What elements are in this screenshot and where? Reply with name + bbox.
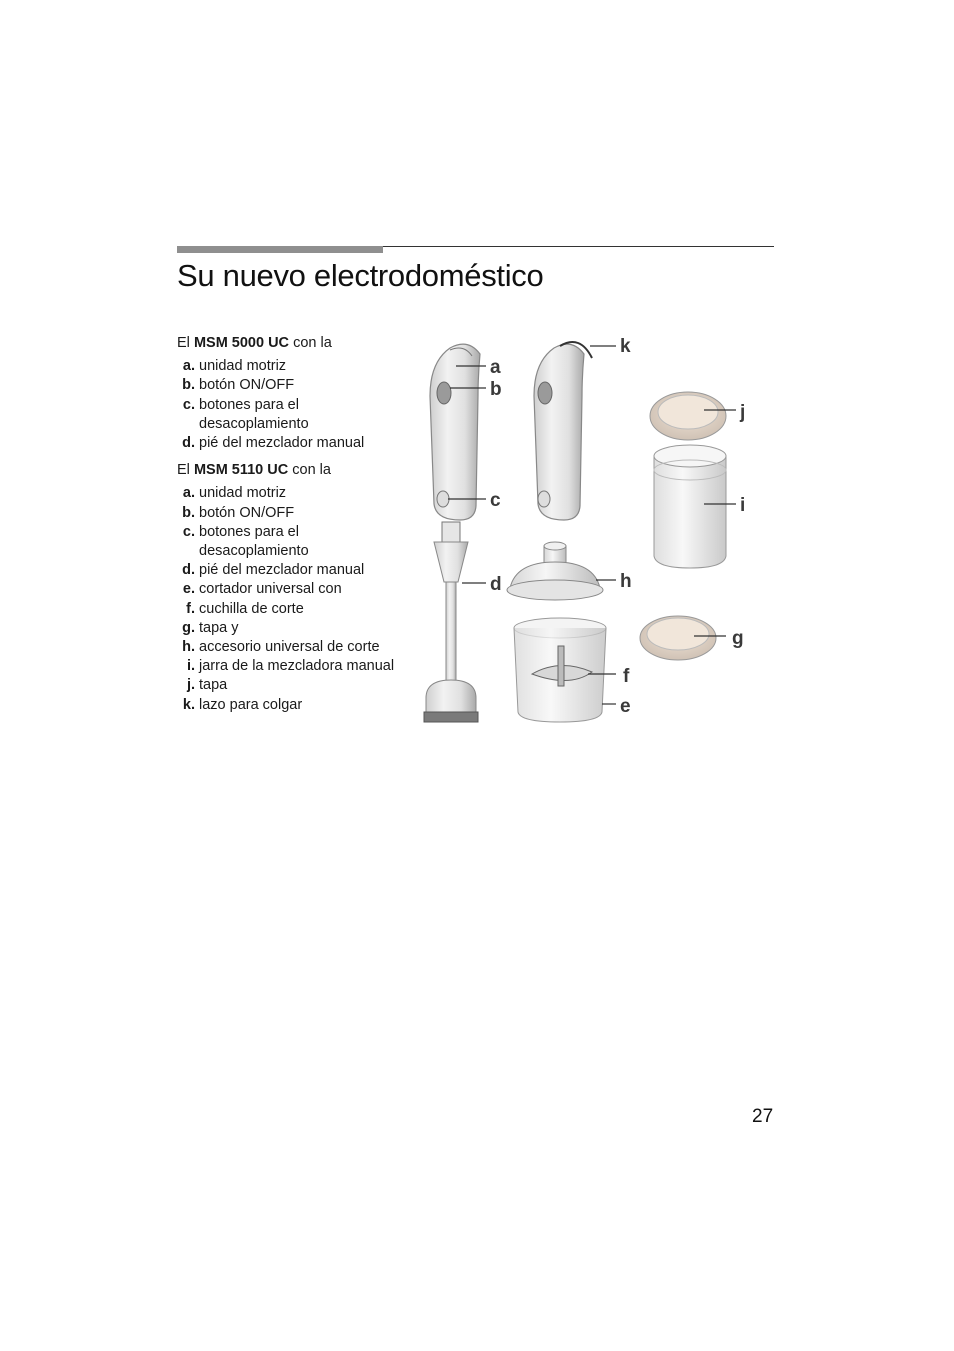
label-e: e [620, 696, 631, 717]
list-item [177, 657, 397, 676]
label-c: c [490, 490, 501, 511]
list-item [177, 696, 397, 715]
list-item [177, 600, 397, 619]
on-off-button [437, 382, 451, 404]
item-text: jarra de la mezcladora manual [199, 658, 395, 675]
list-item [177, 523, 397, 561]
page-title: Su nuevo electrodoméstico [177, 258, 544, 293]
item-text: pié del mezclador manual [199, 435, 365, 452]
model-heading [177, 461, 397, 480]
item-text: unidad motriz [199, 358, 287, 375]
list-item [177, 357, 397, 376]
model-prefix: El [177, 462, 190, 479]
label-g: g [732, 628, 744, 649]
model-heading [177, 334, 397, 353]
jug-lid [650, 392, 726, 440]
blender-foot [424, 522, 478, 722]
label-k: k [620, 336, 631, 357]
item-key: g. [182, 619, 195, 636]
item-text: botones para el desacoplamiento [199, 523, 309, 560]
model-name: MSM 5000 UC [193, 335, 290, 351]
model-suffix: con la [292, 462, 331, 479]
list-item [177, 376, 397, 395]
part-list [177, 357, 397, 453]
list-item [177, 676, 397, 695]
page-number: 27 [752, 1106, 774, 1127]
item-text: botón ON/OFF [199, 377, 295, 394]
list-item [177, 504, 397, 523]
item-text: pié del mezclador manual [199, 562, 365, 579]
item-key: b. [182, 377, 195, 394]
item-text: botón ON/OFF [199, 504, 295, 521]
chopper-lid [507, 542, 603, 600]
label-a: a [490, 357, 501, 378]
list-item [177, 396, 397, 434]
item-key: i. [186, 658, 195, 675]
item-text: unidad motriz [199, 485, 287, 502]
item-key: a. [182, 485, 195, 502]
header-accent-bar [177, 246, 383, 253]
motor-unit-right [534, 342, 592, 520]
label-f: f [623, 666, 630, 687]
item-key: e. [182, 581, 195, 598]
chopper-bowl [514, 618, 606, 722]
item-key: k. [182, 696, 195, 713]
model-suffix: con la [293, 335, 332, 351]
item-text: tapa [199, 677, 228, 694]
appliance-illustration [420, 336, 756, 730]
item-key: b. [182, 504, 195, 521]
item-key: c. [182, 523, 195, 540]
label-h: h [620, 571, 632, 592]
list-item [177, 561, 397, 580]
parts-list [177, 334, 397, 723]
list-item [177, 580, 397, 599]
item-text: botones para el desacoplamiento [199, 396, 309, 432]
item-text: cuchilla de corte [199, 600, 304, 617]
model-name: MSM 5110 UC [193, 462, 289, 479]
item-key: j. [186, 677, 195, 694]
label-d: d [490, 574, 502, 595]
label-i: i [740, 495, 746, 516]
motor-unit-left [430, 344, 480, 520]
label-b: b [490, 379, 502, 400]
release-button [437, 491, 449, 507]
item-text: tapa y [199, 619, 239, 636]
on-off-button [538, 382, 552, 404]
item-key: c. [182, 396, 195, 413]
blender-jug [654, 445, 726, 568]
item-key: d. [182, 435, 195, 452]
list-item [177, 434, 397, 453]
label-j: j [740, 402, 746, 423]
release-button [538, 491, 550, 507]
list-item [177, 484, 397, 503]
item-text: accesorio universal de corte [199, 639, 380, 656]
item-key: a. [182, 358, 195, 375]
item-text: lazo para colgar [199, 696, 303, 713]
item-text: cortador universal con [199, 581, 342, 598]
item-key: h. [182, 639, 195, 656]
list-item [177, 619, 397, 638]
item-key: f. [186, 600, 195, 617]
model-prefix: El [177, 335, 190, 351]
list-item [177, 638, 397, 657]
bowl-cover [640, 616, 716, 660]
item-key: d. [182, 562, 195, 579]
part-list [177, 484, 397, 714]
